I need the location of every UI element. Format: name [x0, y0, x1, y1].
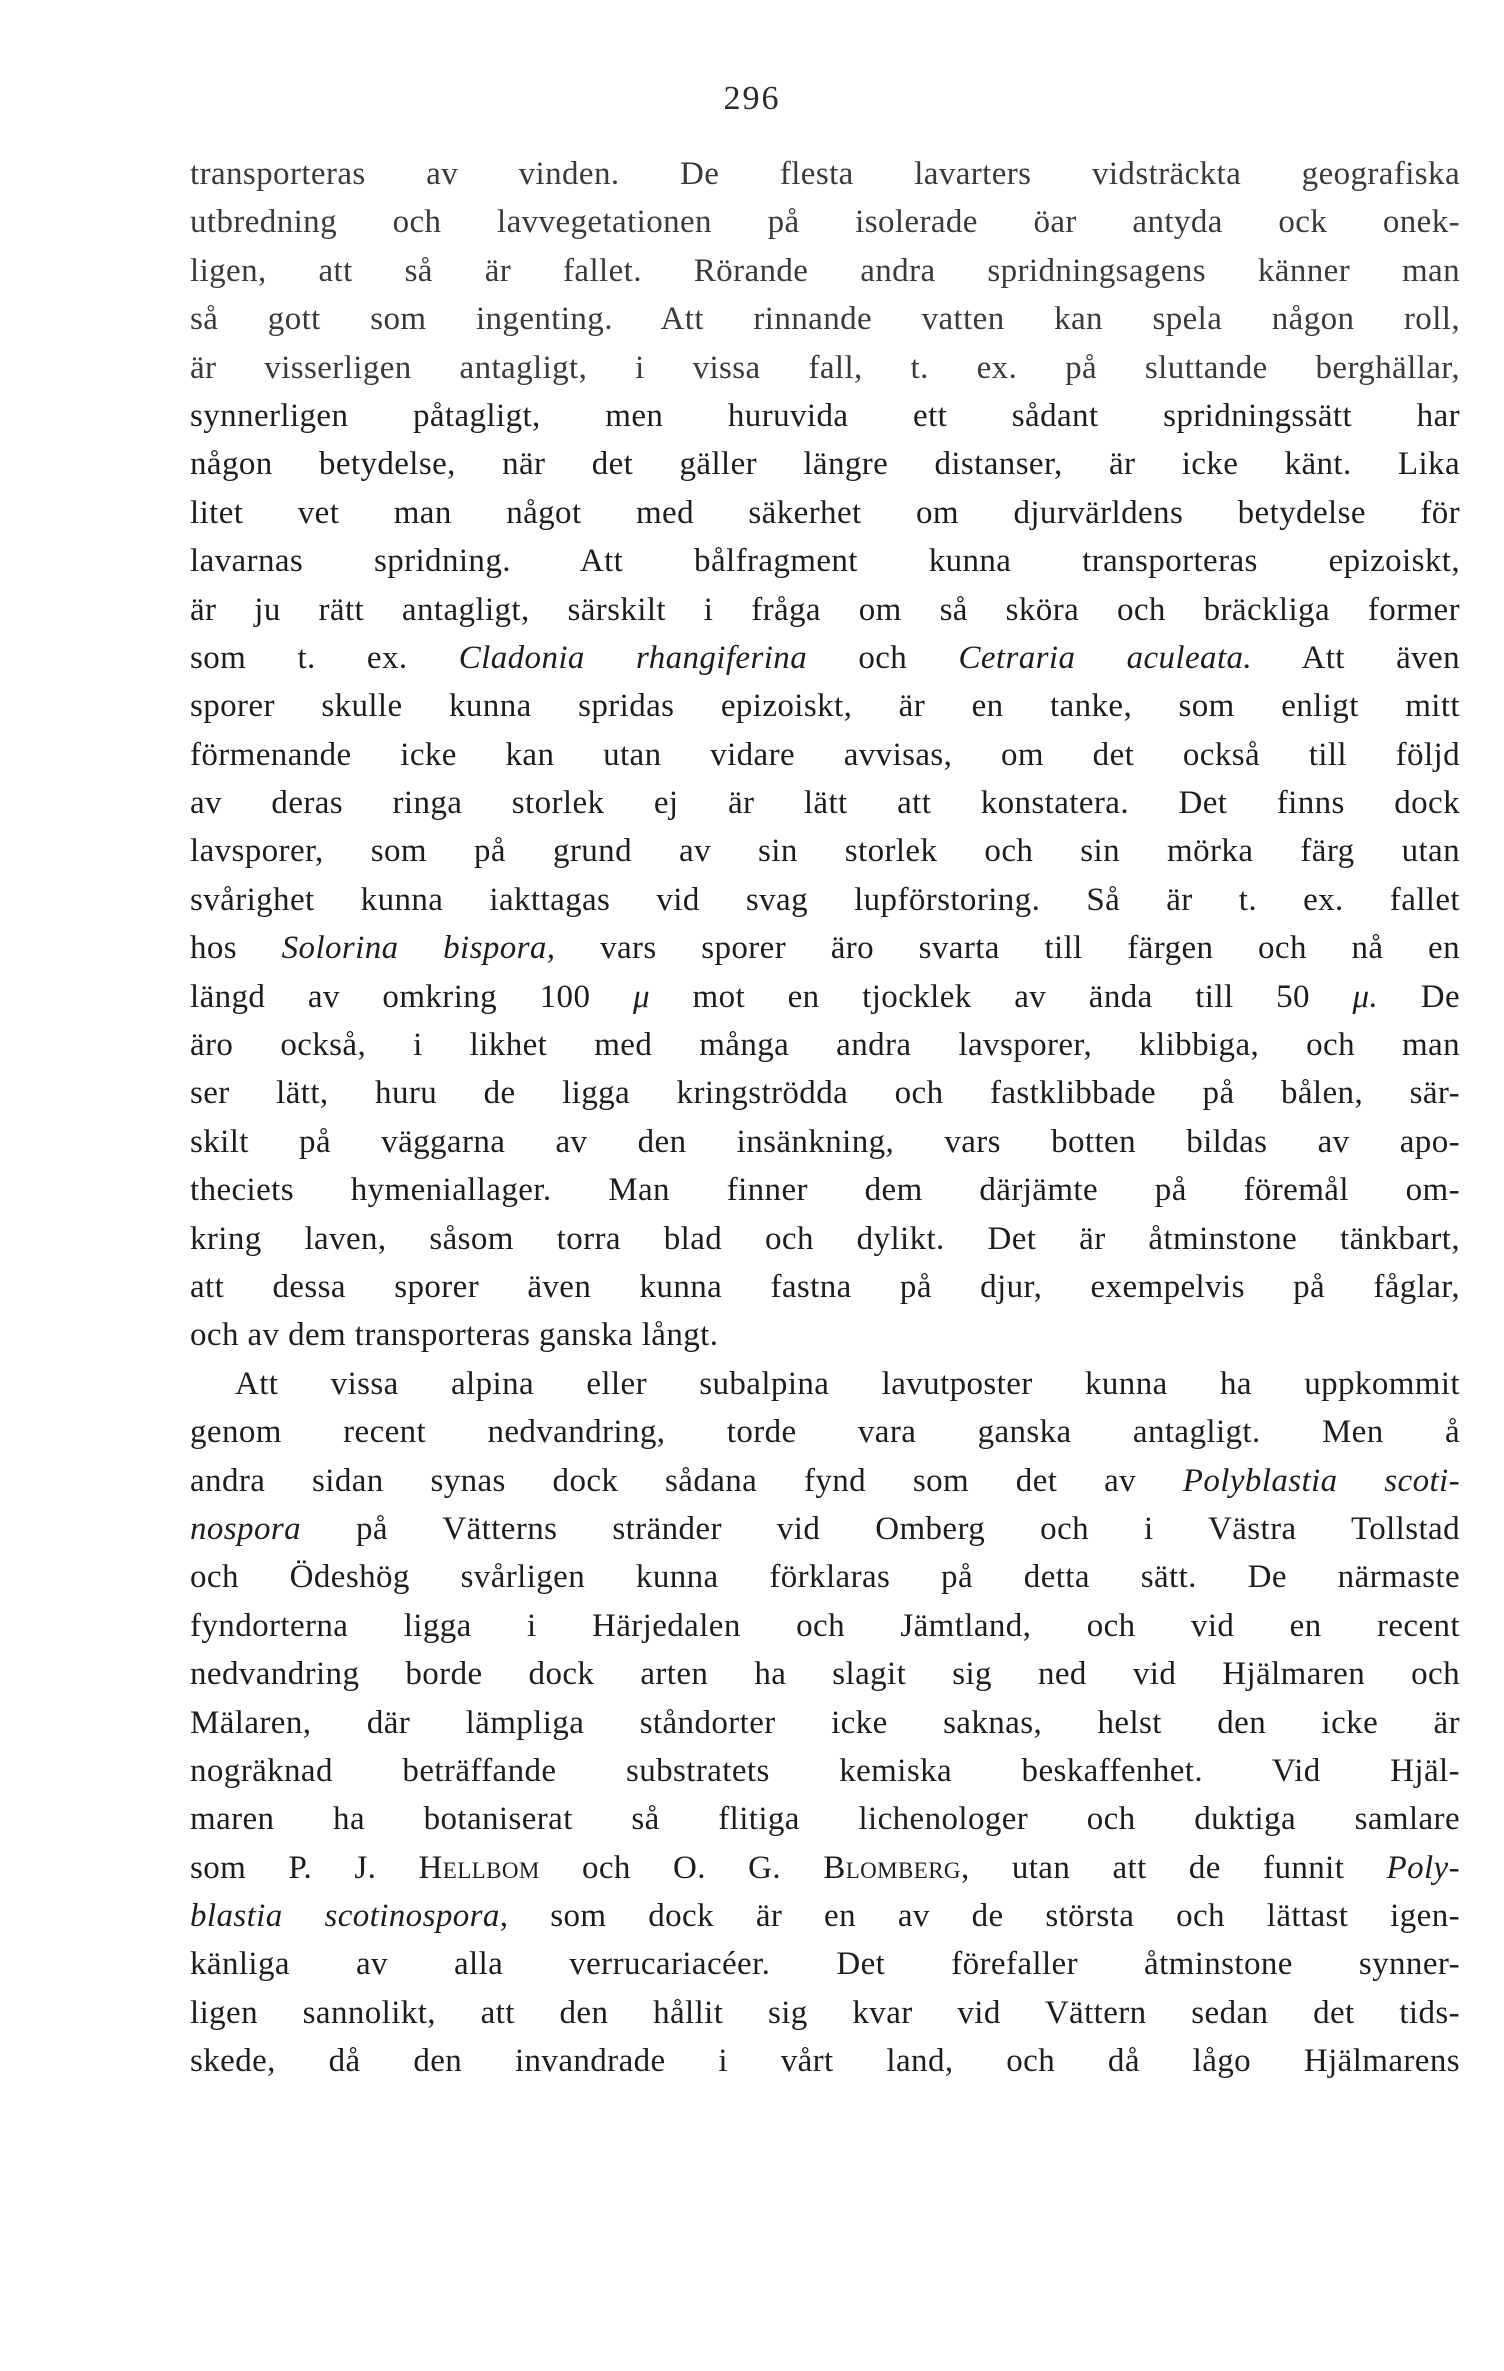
text-line: lavarnas spridning. Att bålfragment kunna transporteras epizoiskt,: [190, 543, 1460, 580]
text-segment: och: [858, 639, 908, 676]
species-name: Polyblastia scoti-: [1182, 1462, 1460, 1499]
species-name: Cetraria aculeata.: [958, 639, 1253, 676]
text-line: sporer skulle kunna spridas epizoiskt, är en tanke, som enligt mitt: [190, 688, 1460, 725]
text-line: och av dem transporteras ganska långt.: [190, 1317, 719, 1354]
text-line: äro också, i likhet med många andra lavsporer, klibbiga, och man: [190, 1027, 1460, 1064]
text-line: någon betydelse, när det gäller längre distanser, är icke känt. Lika: [190, 446, 1460, 483]
person-name: Blomberg,: [823, 1849, 970, 1886]
person-name: Hellbom: [418, 1849, 540, 1886]
text-line: utbredning och lavvegetationen på isolerade öar antyda ock onek-: [190, 204, 1460, 241]
text-segment: Att även: [1301, 639, 1460, 676]
text-line: är ju rätt antagligt, särskilt i fråga om så sköra och bräckliga former: [190, 591, 1460, 628]
text-line: så gott som ingenting. Att rinnande vatten kan spela någon roll,: [190, 301, 1460, 338]
text-line: transporteras av vinden. De flesta lavarters vidsträckta geografiska: [190, 156, 1460, 192]
text-line: lavsporer, som på grund av sin storlek och sin mörka färg utan: [190, 833, 1460, 870]
text-line: ligen, att så är fallet. Rörande andra spridningsagens känner man: [190, 252, 1460, 289]
text-line: [190, 1457, 1460, 1505]
text-line: fyndorterna ligga i Härjedalen och Jämtland, och vid en recent: [190, 1607, 1460, 1644]
species-name: Cladonia rhangiferina: [458, 639, 808, 676]
text-line: förmenande icke kan utan vidare avvisas, om det också till följd: [190, 736, 1460, 773]
text-line: ser lätt, huru de ligga kringströdda och fastklibbade på bålen, sär-: [190, 1075, 1460, 1112]
text-line: och Ödeshög svårligen kunna förklaras på detta sätt. De närmaste: [190, 1559, 1460, 1596]
text-segment: hos: [190, 930, 238, 967]
species-name: Solorina bispora,: [281, 930, 556, 967]
text-line: av deras ringa storlek ej är lätt att konstatera. Det finns dock: [190, 785, 1460, 822]
text-line: [190, 1505, 1460, 1553]
text-line: [190, 634, 1460, 682]
species-name: blastia scotinospora,: [190, 1898, 509, 1935]
text-line: Mälaren, där lämpliga ståndorter icke saknas, helst den icke är: [190, 1704, 1460, 1741]
species-name: Poly-: [1386, 1849, 1460, 1886]
text-line: theciets hymeniallager. Man finner dem därjämte på föremål om-: [190, 1172, 1460, 1209]
text-line: ligen sannolikt, att den hållit sig kvar vid Vättern sedan det tids-: [190, 1994, 1460, 2031]
text-segment: och O. G.: [581, 1849, 782, 1886]
text-segment: som t. ex.: [190, 639, 408, 676]
page-number: 296: [723, 80, 781, 117]
text-segment: utan att de funnit: [1011, 1849, 1345, 1886]
text-segment: som dock är en av de största och lättast igen-: [550, 1898, 1460, 1935]
text-line: nedvandring borde dock arten ha slagit sig ned vid Hjälmaren och: [190, 1656, 1460, 1693]
text-segment: andra sidan synas dock sådana fynd som det av: [190, 1462, 1137, 1499]
text-segment: mot en tjocklek av ända till 50: [692, 978, 1310, 1015]
species-name: nospora: [190, 1510, 301, 1547]
text-segment: längd av omkring 100: [190, 978, 591, 1015]
text-line: är visserligen antagligt, i vissa fall, t. ex. på sluttande berghällar,: [190, 349, 1460, 386]
unit-symbol: μ: [632, 978, 650, 1015]
text-line: skede, då den invandrade i vårt land, och då lågo Hjälmarens: [190, 2043, 1460, 2080]
text-line: [190, 1892, 1460, 1940]
text-line: nogräknad beträffande substratets kemiska beskaffenhet. Vid Hjäl-: [190, 1752, 1460, 1789]
unit-symbol: μ.: [1352, 978, 1379, 1015]
text-segment: på Vätterns stränder vid Omberg och i Västra Tollstad: [356, 1510, 1460, 1547]
text-segment: vars sporer äro svarta till färgen och nå en: [600, 930, 1460, 967]
text-line: [190, 924, 1460, 972]
text-line: [190, 973, 1460, 1021]
text-line: genom recent nedvandring, torde vara ganska antagligt. Men å: [190, 1414, 1460, 1451]
page-body: [190, 150, 1460, 2086]
text-line: litet vet man något med säkerhet om djurvärldens betydelse för: [190, 494, 1460, 531]
text-segment: som P. J.: [190, 1849, 377, 1886]
text-line: [190, 1844, 1460, 1892]
text-line: känliga av alla verrucariacéer. Det förefaller åtminstone synner-: [190, 1946, 1460, 1983]
text-line: svårighet kunna iakttagas vid svag lupförstoring. Så är t. ex. fallet: [190, 881, 1460, 918]
text-line: synnerligen påtagligt, men huruvida ett sådant spridningssätt har: [190, 397, 1460, 434]
text-line: att dessa sporer även kunna fastna på djur, exempelvis på fåglar,: [190, 1268, 1460, 1305]
text-line: kring laven, såsom torra blad och dylikt. Det är åtminstone tänkbart,: [190, 1220, 1460, 1257]
text-line: Att vissa alpina eller subalpina lavutposter kunna ha uppkommit: [235, 1365, 1460, 1402]
text-line: maren ha botaniserat så flitiga lichenologer och duktiga samlare: [190, 1801, 1460, 1838]
text-line: skilt på väggarna av den insänkning, vars botten bildas av apo-: [190, 1123, 1460, 1160]
text-segment: De: [1420, 978, 1460, 1015]
